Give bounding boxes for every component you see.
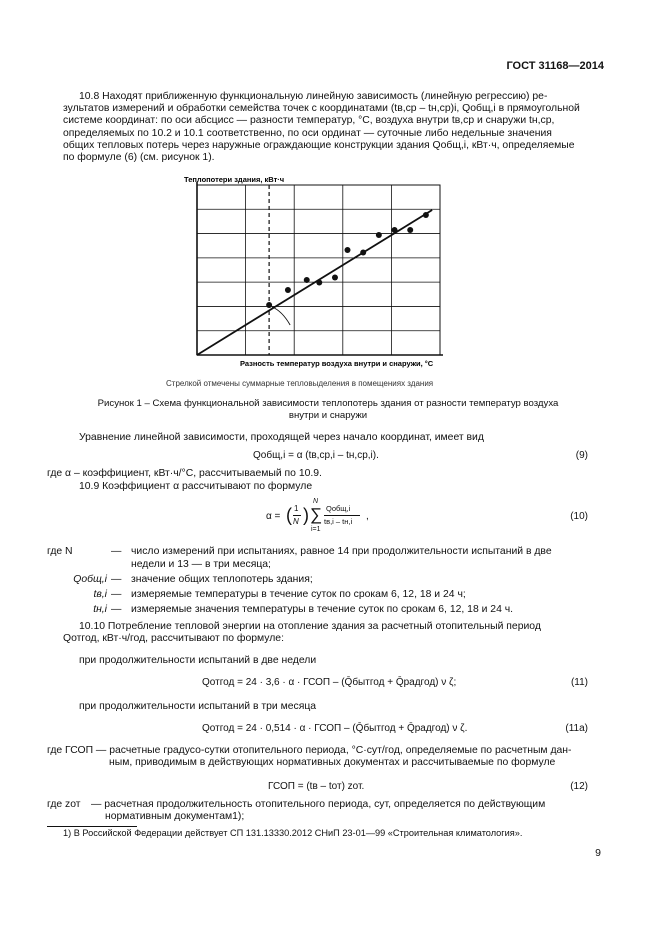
data-point	[407, 227, 413, 233]
zot-line2: нормативным документам1);	[105, 811, 245, 823]
data-point	[360, 250, 366, 256]
eq10-frac-bar	[293, 515, 301, 516]
plot-frame	[197, 185, 440, 355]
gsop-definition	[47, 745, 593, 769]
eq10-tail: ,	[366, 511, 369, 522]
zot-line1: — расчетная продолжительность отопительного периода, сут, определяется по действующим	[91, 799, 546, 810]
data-point	[316, 280, 322, 286]
equation-11: Qотгод = 24 · 3,6 · α · ГСОП – (Q̄бытгод + Q̄радгод) ν ζ;	[202, 677, 457, 688]
eq10-inner-den: tв,i – tн,i	[324, 517, 353, 526]
alpha-definition: где α – коэффициент, кВт·ч/°С, рассчитываемый по 10.9.	[47, 468, 322, 479]
section-10-9: 10.9 Коэффициент α рассчитывают по формуле	[79, 481, 313, 492]
data-point	[376, 232, 382, 238]
data-point	[423, 212, 429, 218]
equation-9-number: (9)	[575, 450, 588, 461]
para-line: по формуле (6) (см. рисунок 1).	[63, 152, 215, 164]
section-10-8-paragraph	[63, 91, 593, 164]
figure-caption-line2: внутри и снаружи	[288, 410, 368, 421]
definition-text: число измерений при испытаниях, равное 14 при продолжительности испытаний в две	[131, 546, 552, 557]
two-weeks-label: при продолжительности испытаний в две недели	[79, 655, 317, 666]
definition-row	[47, 588, 582, 601]
definition-text: значение общих теплопотерь здания;	[131, 574, 313, 585]
definition-dash: —	[111, 589, 122, 600]
page-number: 9	[595, 847, 601, 859]
equation-10	[266, 500, 386, 536]
eq10-lhs: α =	[266, 511, 281, 522]
chart-marks	[197, 185, 432, 355]
equation-10-number: (10)	[570, 511, 588, 522]
footnote: 1) В Российской Федерации действует СП 131.13330.2012 СНиП 23-01—99 «Строительная климатология».	[63, 828, 523, 838]
equation-11a-number: (11a)	[565, 723, 588, 734]
gsop-line2: ным, приводимым в действующих нормативных документах и рассчитываемые по формуле	[109, 757, 556, 769]
section-10-10-line1: 10.10 Потребление тепловой энергии на отопление здания за расчетный отопительный период	[79, 621, 541, 632]
para-line: определяемых по 10.2 и 10.1 соответственно, по оси ординат — суточные либо недельные значения	[63, 127, 552, 139]
section-10-10	[63, 621, 593, 645]
definitions-list	[47, 545, 582, 616]
para-line: системе координат: по оси абсцисс — разности температур, °С, воздуха внутри tв,ср и снаружи tн,ср,	[63, 115, 555, 127]
definition-row	[47, 603, 582, 616]
eq10-sigma: ∑	[310, 505, 323, 524]
definition-text: недели и 13 — в три месяца;	[131, 559, 271, 570]
definition-row	[47, 573, 582, 586]
definition-dash: —	[111, 574, 122, 585]
eq10-sum-top: N	[313, 498, 319, 505]
figure-caption	[63, 398, 593, 422]
definition-text: измеряемые температуры в течение суток по срокам 6, 12, 18 и 24 ч;	[131, 589, 466, 600]
eq10-paren-right: )	[303, 505, 309, 525]
data-point	[345, 247, 351, 253]
standard-header: ГОСТ 31168—2014	[506, 60, 604, 72]
definition-dash: —	[111, 604, 122, 615]
arrow-note: Стрелкой отмечены суммарные тепловыделения в помещениях здания	[166, 379, 434, 388]
equation-9: Qобщ,i = α (tв,ср,i – tн,ср,i).	[253, 450, 379, 461]
eq10-frac-num: 1	[294, 504, 299, 513]
regression-chart	[180, 170, 450, 375]
data-point	[285, 287, 291, 293]
zot-symbol: где zот	[47, 799, 81, 810]
definition-symbol: tн,i	[93, 604, 107, 615]
definition-dash: —	[111, 546, 122, 557]
eq10-inner-num: Qобщ,i	[326, 504, 351, 513]
eq10-inner-bar	[324, 515, 360, 516]
definition-symbol: tв,i	[93, 589, 107, 600]
definition-row	[47, 558, 582, 571]
data-point	[392, 227, 398, 233]
eq10-sum-bottom: i=1	[311, 526, 321, 533]
gsop-line1: где ГСОП — расчетные градусо-сутки отопительного периода, °С·сут/год, определяемые по расчетным дан-	[47, 745, 572, 756]
definition-text: измеряемые значения температуры в течение суток по срокам 6, 12, 18 и 24 ч.	[131, 604, 514, 615]
definition-row	[47, 545, 582, 558]
figure-caption-line1: Рисунок 1 – Схема функциональной зависимости теплопотерь здания от разности температур воздуха	[97, 398, 559, 409]
footnote-rule	[47, 826, 137, 827]
zot-definition	[47, 799, 593, 823]
equation-intro: Уравнение линейной зависимости, проходящей через начало координат, имеет вид	[79, 432, 484, 443]
equation-11-number: (11)	[570, 677, 588, 688]
para-line: зультатов измерений и обработки семейства точек с координатами (tв,ср – tн,ср)i, Qобщ,i в прямоугольной	[63, 103, 580, 115]
para-line: 10.8 Находят приближенную функциональную линейную зависимость (линейную регрессию) ре-	[79, 91, 548, 102]
equation-12: ГСОП = (tв – tот) zот.	[268, 781, 365, 792]
data-point	[332, 275, 338, 281]
x-axis-label: Разность температур воздуха внутри и снаружи, °С	[240, 359, 434, 368]
arrow-curve	[272, 307, 290, 325]
definition-symbol: Qобщ,i	[73, 574, 107, 585]
eq10-paren-left: (	[286, 505, 292, 525]
chart-grid	[197, 182, 443, 355]
equation-12-number: (12)	[570, 781, 588, 792]
eq10-frac-den: N	[293, 517, 299, 526]
section-10-10-line2: Qотгод, кВт·ч/год, рассчитывают по формуле:	[63, 633, 284, 645]
para-line: общих тепловых потерь через наружные ограждающие конструкции здания Qобщ,i, кВт·ч, определяемые	[63, 139, 575, 151]
data-point	[266, 302, 272, 308]
data-point	[304, 277, 310, 283]
equation-11a: Qотгод = 24 · 0,514 · α · ГСОП – (Q̄бытгод + Q̄радгод) ν ζ.	[202, 723, 468, 734]
definition-symbol: где N	[47, 546, 73, 557]
three-months-label: при продолжительности испытаний в три месяца	[79, 701, 317, 712]
y-axis-label: Теплопотери здания, кВт·ч	[184, 175, 285, 184]
